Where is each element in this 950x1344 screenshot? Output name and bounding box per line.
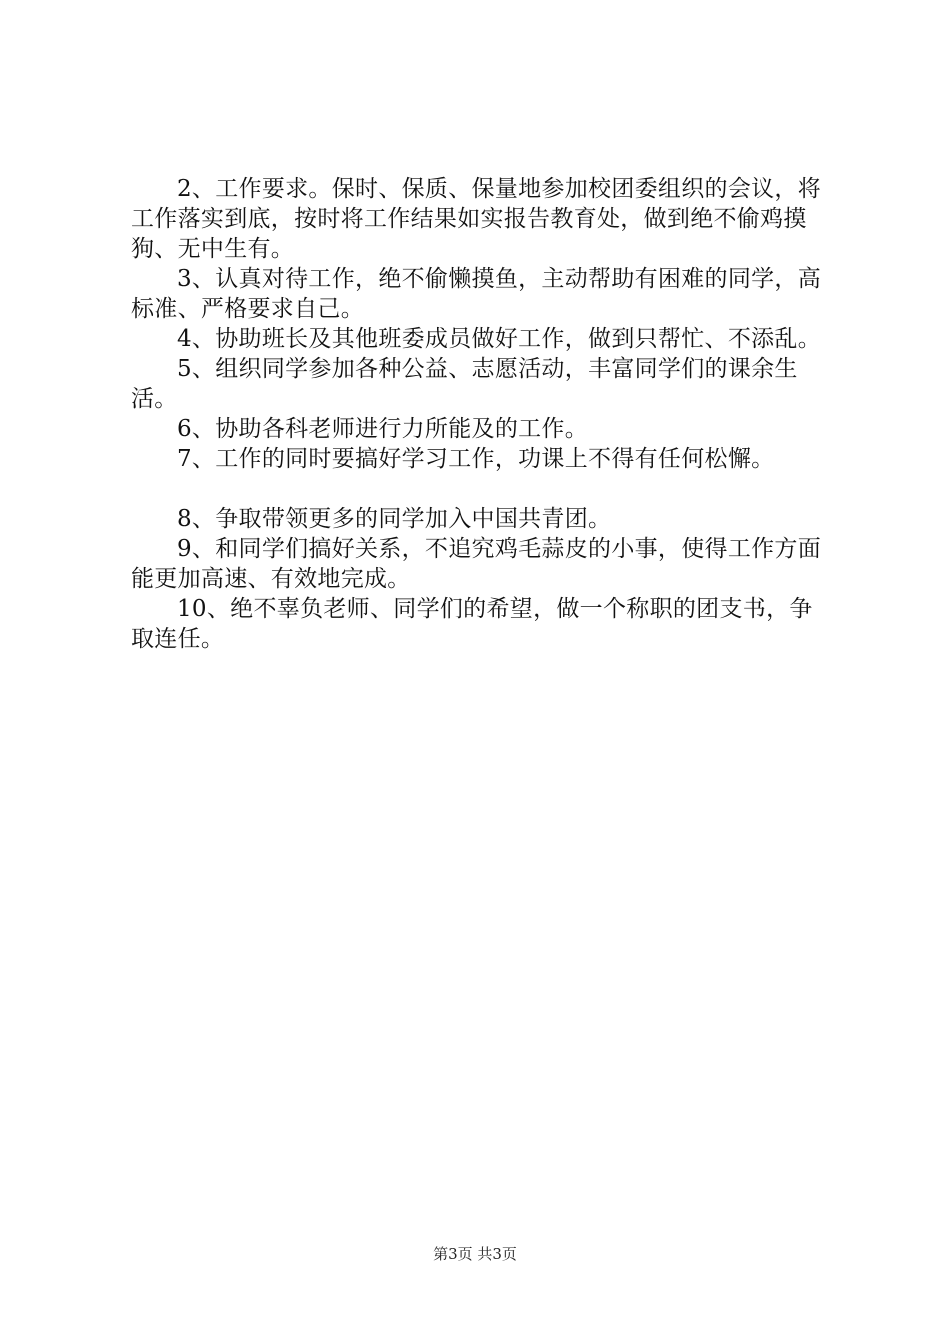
paragraph-item-8: 8、争取带领更多的同学加入中国共青团。	[177, 506, 612, 532]
paragraph-item-9: 9、和同学们搞好关系，不追究鸡毛蒜皮的小事，使得工作方面能更加高速、有效地完成。	[131, 536, 822, 592]
paragraph-item-7: 7、工作的同时要搞好学习工作，功课上不得有任何松懈。	[177, 446, 775, 472]
paragraph-item-2: 2、工作要求。保时、保质、保量地参加校团委组织的会议，将工作落实到底，按时将工作结果如实报告教育处，做到绝不偷鸡摸狗、无中生有。	[131, 176, 822, 262]
page-number-footer: 第3页 共3页	[433, 1245, 517, 1263]
document-body	[131, 174, 831, 654]
paragraph-item-10: 10、绝不辜负老师、同学们的希望，做一个称职的团支书，争取连任。	[131, 596, 813, 652]
paragraph-item-3: 3、认真对待工作，绝不偷懒摸鱼，主动帮助有困难的同学，高标准、严格要求自己。	[131, 266, 822, 322]
paragraph-item-5: 5、组织同学参加各种公益、志愿活动，丰富同学们的课余生活。	[131, 356, 798, 412]
paragraph-item-6: 6、协助各科老师进行力所能及的工作。	[177, 416, 589, 442]
paragraph-item-4: 4、协助班长及其他班委成员做好工作，做到只帮忙、不添乱。	[177, 326, 822, 352]
